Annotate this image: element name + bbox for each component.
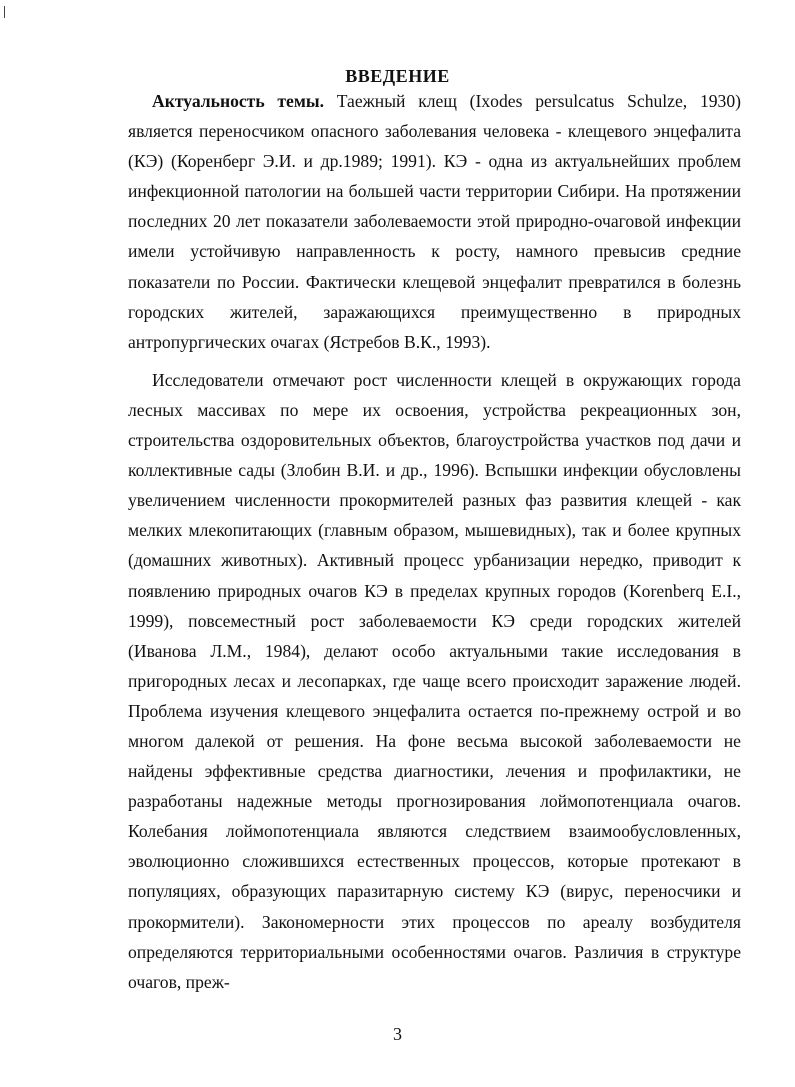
paragraph-lead-term: Актуальность темы.: [152, 91, 324, 111]
paragraph-text: Таежный клещ (Ixodes persulcatus Schulze, 1930) является переносчиком опасного заболевания человека - клещевого энцефалита (КЭ) (Коренберг Э.И. и др.1989; 1991). КЭ - одна из актуальнейших проблем инфекционной патологии на большей части территории Сибири. На протяжении последних 20 лет показатели заболеваемости этой природно-очаговой инфекции имели устойчивую направленность к росту, намного превысив средние показатели по России. Фактически клещевой энцефалит превратился в болезнь городских жителей, заражающихся преимущественно в природных антропургических очагах (Ястребов В.К., 1993).: [128, 91, 741, 352]
body-text: [128, 86, 741, 997]
paragraph-research: [128, 365, 741, 997]
page-edge-mark: [4, 6, 5, 18]
page-number: 3: [393, 1024, 402, 1044]
paragraph-relevance: [128, 86, 741, 357]
paragraph-text: Исследователи отмечают рост численности клещей в окружающих города лесных массивах по мере их освоения, устройства рекреационных зон, строительства оздоровительных объектов, благоустройства участков под дачи и коллективные сады (Злобин В.И. и др., 1996). Вспышки инфекции обусловлены увеличением численности прокормителей разных фаз развития клещей - как мелких млекопитающих (главным образом, мышевидных), так и более крупных (домашних животных). Активный процесс урбанизации нередко, приводит к появлению природных очагов КЭ в пределах крупных городов (Korenberq E.I., 1999), повсеместный рост заболеваемости КЭ среди городских жителей (Иванова Л.М., 1984), делают особо актуальными такие исследования в пригородных лесах и лесопарках, где чаще всего происходит заражение людей. Проблема изучения клещевого энцефалита остается по-прежнему острой и во многом далекой от решения. На фоне весьма высокой заболеваемости не найдены эффективные средства диагностики, лечения и профилактики, не разработаны надежные методы прогнозирования лоймопотенциала очагов. Колебания лоймопотенциала являются следствием взаимообусловленных, эволюционно сложившихся естественных процессов, которые протекают в популяциях, образующих паразитарную систему КЭ (вирус, переносчики и прокормители). Закономерности этих процессов по ареалу возбудителя определяются территориальными особенностями очагов. Различия в структуре очагов, преж-: [128, 369, 741, 992]
page-title: ВВЕДЕНИЕ: [345, 66, 450, 86]
